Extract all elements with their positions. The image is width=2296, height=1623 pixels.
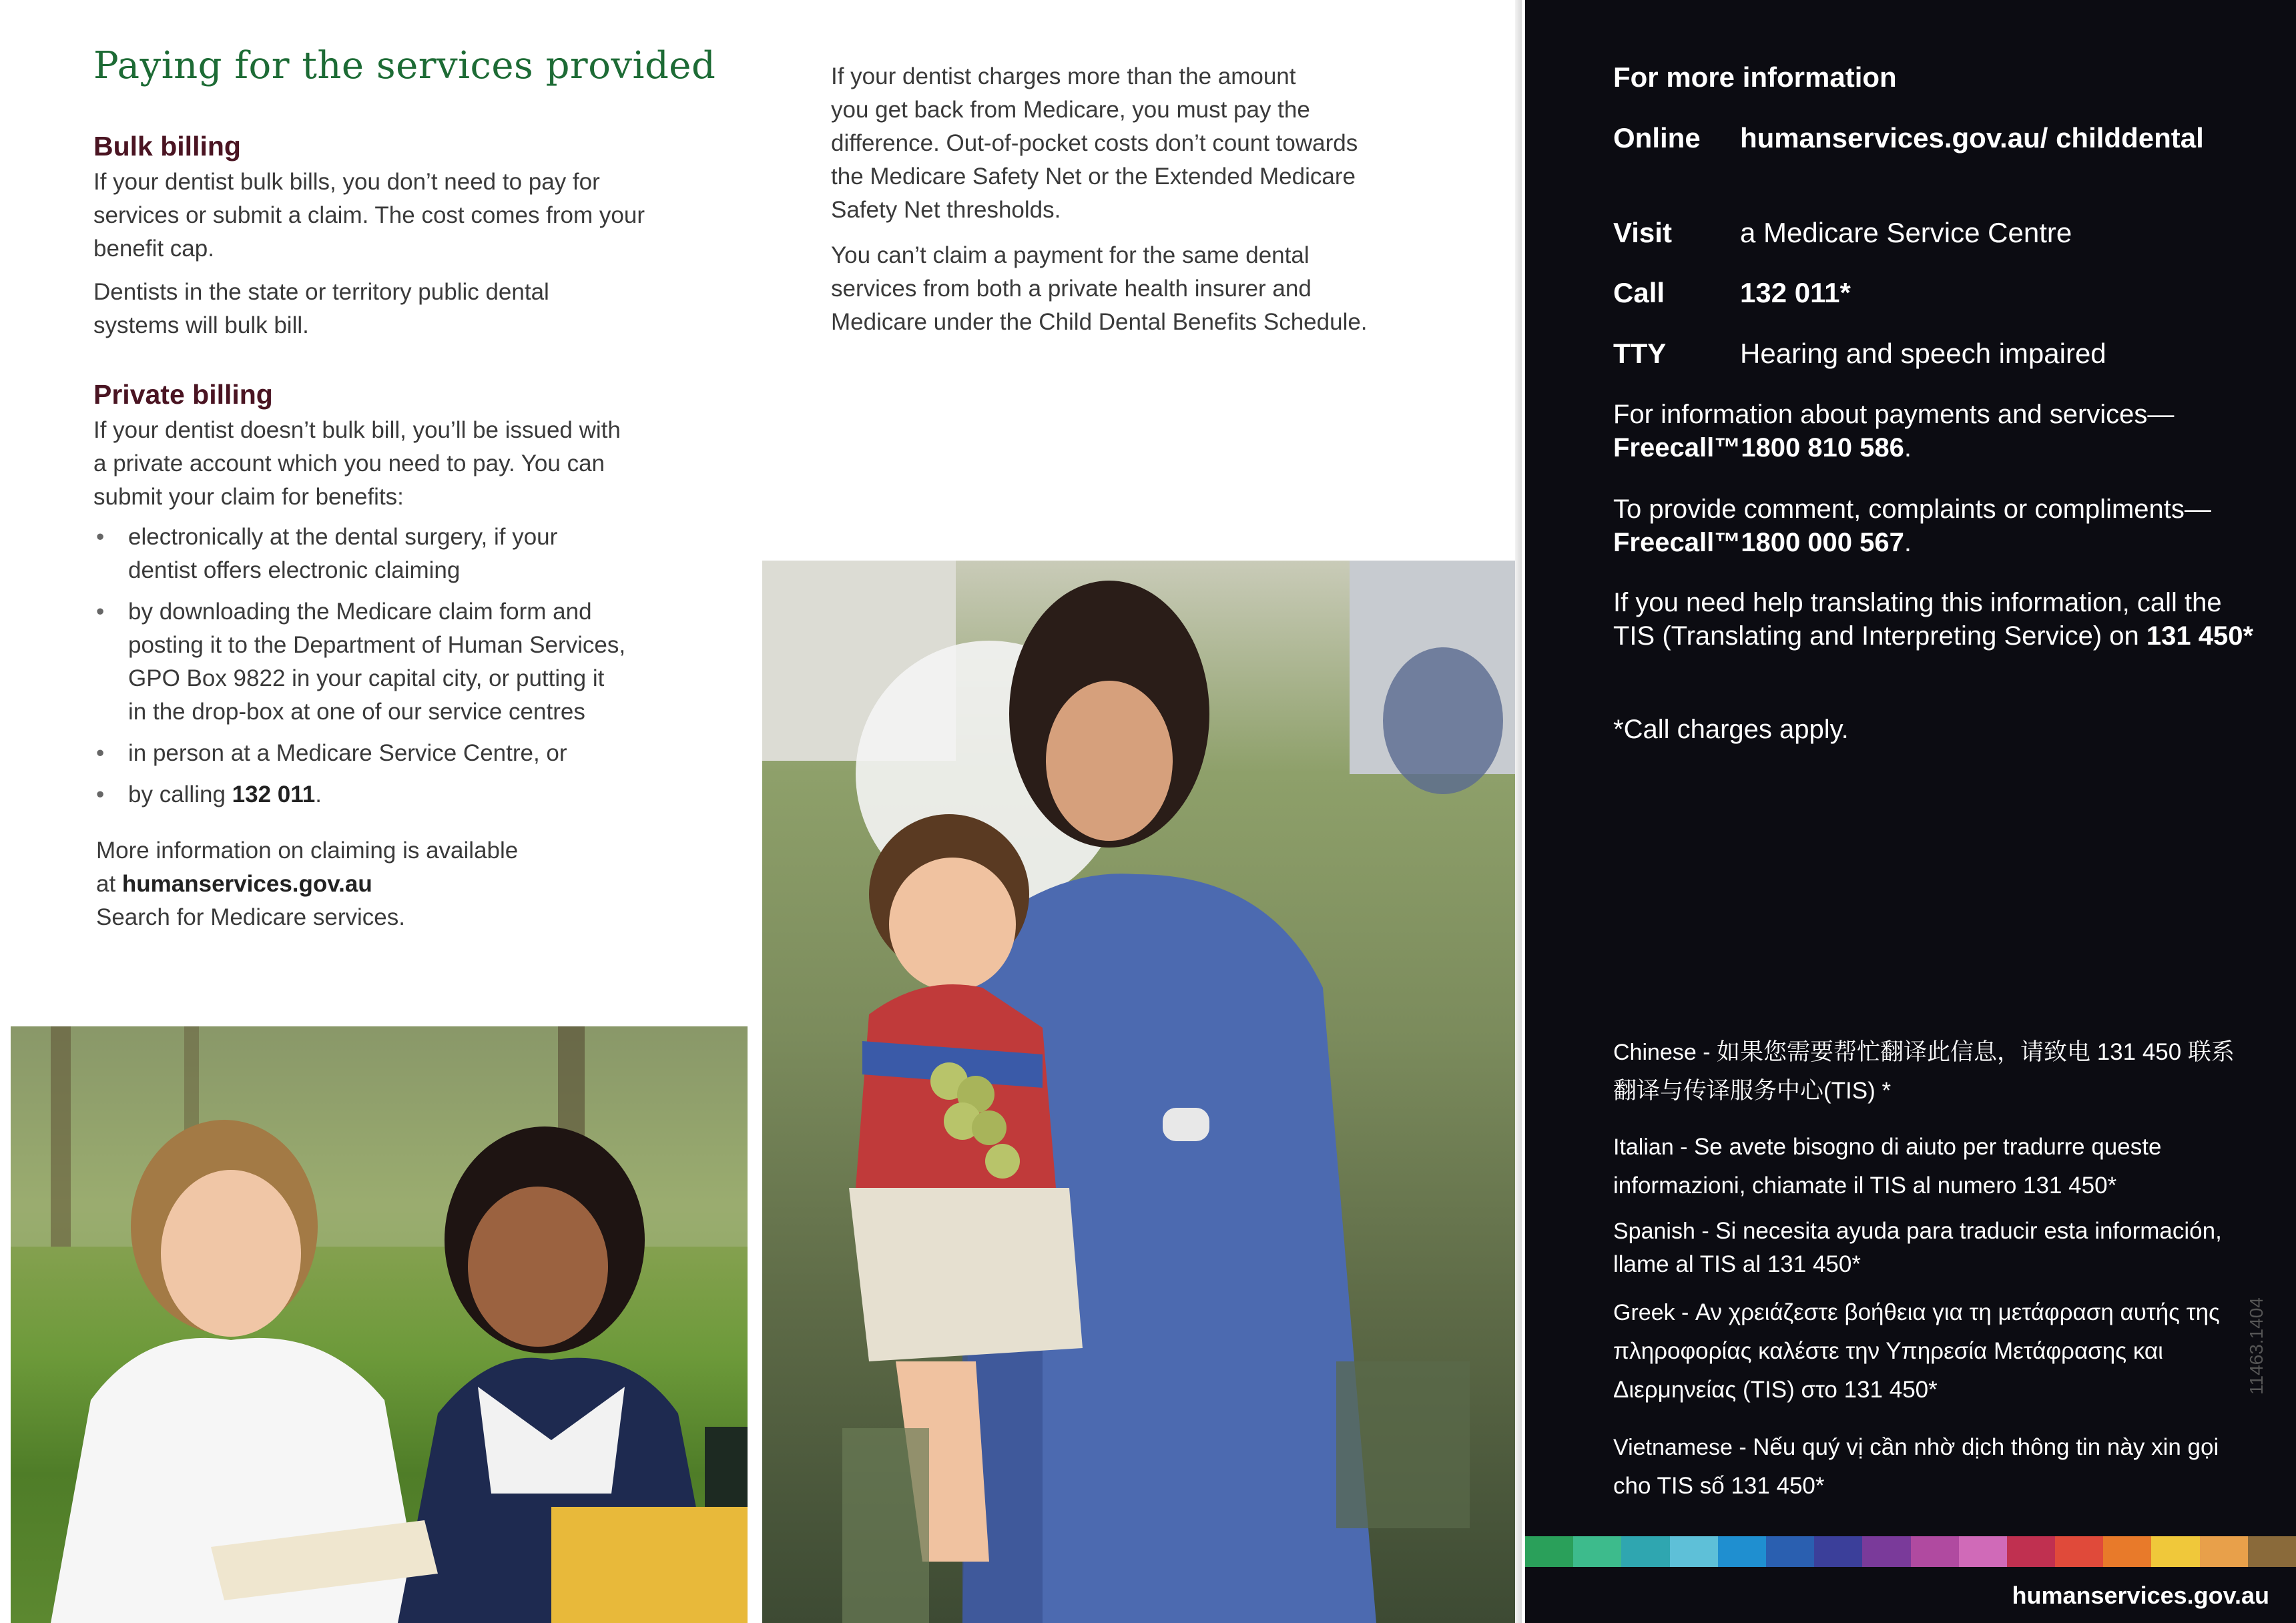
claim-options-list [93,521,734,820]
mother-child-illustration [762,561,1515,1623]
stripe-segment [2055,1536,2103,1567]
right-panel [1525,0,2296,1623]
call-number[interactable]: 132 011* [1740,277,1851,308]
contact-call [1613,276,2254,310]
stripe-segment [1911,1536,1959,1567]
footer-link[interactable]: humanservices.gov.au [2012,1582,2269,1609]
italian-translation: Italian - Se avete bisogno di aiuto per tradurre queste informazioni, chiamate il TIS al numero 131 450* [1613,1134,2162,1199]
contact-online [1613,121,2254,188]
contact-visit [1613,216,2254,250]
online-link[interactable]: humanservices.gov.au/ childdental [1740,122,2204,153]
contact-label: TTY [1613,338,1667,369]
stripe-segment [1670,1536,1718,1567]
stripe-segment [2200,1536,2248,1567]
greek-translation: Greek - Αν χρειάζεστε βοήθεια για τη μετάφραση αυτής της πληροφορίας καλέστε την Υπηρεσία Μετάφρασης και Διερμηνείας (TIS) στο 131 450* [1613,1299,2220,1403]
vietnamese-translation: Vietnamese - Nếu quý vị cần nhờ dịch thông tin này xin gọi cho TIS số 131 450* [1613,1434,2219,1499]
stripe-segment [2103,1536,2151,1567]
claiming-link[interactable]: humanservices.gov.au [121,871,372,897]
claim-restriction-text: You can’t claim a payment for the same dental services from both a private health insurer and Medicare under the Child Dental Benefits Schedule. [831,242,1368,335]
payments-info: For information about payments and services—Freecall™1800 810 586. [1613,400,2175,462]
contact-label: Visit [1613,217,1672,248]
chinese-translation: Chinese - 如果您需要帮忙翻译此信息，请致电 131 450 联系翻译与传译服务中心(TIS) * [1613,1039,2235,1104]
page-fold [1515,0,1522,1623]
stripe-segment [1862,1536,1910,1567]
page-heading: Paying for the services provided [93,44,716,87]
private-billing-heading: Private billing [93,379,273,410]
contact-tty [1613,337,2254,370]
spanish-translation: Spanish - Si necesita ayuda para traducir esta información, llame al TIS al 131 450* [1613,1218,2222,1277]
stripe-segment [1718,1536,1766,1567]
contact-label: Call [1613,277,1665,308]
call-number: 132 011 [232,781,316,807]
stripe-segment [1573,1536,1621,1567]
stripe-segment [1621,1536,1669,1567]
public-dental-text: Dentists in the state or territory public dental systems will bulk bill. [93,279,549,338]
contact-value: Hearing and speech impaired [1740,338,2106,369]
freecall-complaints[interactable]: Freecall™1800 000 567 [1613,528,1904,557]
stripe-segment [1766,1536,1814,1567]
more-info-claiming: More information on claiming is available at humanservices.gov.au Search for Medicare services. [96,838,519,930]
stripe-segment [2151,1536,2199,1567]
document-code: 11463.1404 [2246,1297,2267,1395]
bulk-billing-text: If your dentist bulk bills, you don’t need to pay for services or submit a claim. The cost comes from your benefit cap. [93,169,645,262]
mother-child-photo [762,561,1515,1623]
translation-info: If you need help translating this information, call the TIS (Translating and Interpreting Service) on 131 450* [1613,588,2254,651]
list-item: • electronically at the dental surgery, if your dentist offers electronic claiming [93,521,734,587]
girls-reading-illustration [11,1026,748,1623]
list-item: • by calling 132 011. [93,778,734,812]
stripe-segment [2248,1536,2296,1567]
out-of-pocket-text: If your dentist charges more than the amount you get back from Medicare, you must pay the difference. Out-of-pocket costs don’t count towards the Medicare Safety Net or the Extended Medicare Safety Net thresholds. [831,63,1358,223]
more-info-title: For more information [1613,61,1897,93]
private-billing-text: If your dentist doesn’t bulk bill, you’ll be issued with a private account which you need to pay. You can submit your claim for benefits: [93,417,621,510]
list-item: • by downloading the Medicare claim form and posting it to the Department of Human Services, GPO Box 9822 in your capital city, or putting it in the drop-box at one of our service centres [93,595,734,729]
stripe-segment [1525,1536,1573,1567]
stripe-segment [2007,1536,2055,1567]
call-charges-note: *Call charges apply. [1613,715,1849,744]
contact-value: a Medicare Service Centre [1740,217,2072,248]
girls-reading-photo [11,1026,748,1623]
stripe-segment [1959,1536,2007,1567]
list-item: • in person at a Medicare Service Centre, or [93,737,734,770]
bulk-billing-heading: Bulk billing [93,131,241,161]
freecall-payments[interactable]: Freecall™1800 810 586 [1613,433,1904,462]
left-panel [0,0,758,1623]
stripe-segment [1814,1536,1862,1567]
complaints-info: To provide comment, complaints or compliments—Freecall™1800 000 567. [1613,495,2211,557]
contact-label: Online [1613,122,1701,153]
tis-number[interactable]: 131 450* [2146,621,2254,651]
color-stripe [1525,1536,2296,1567]
